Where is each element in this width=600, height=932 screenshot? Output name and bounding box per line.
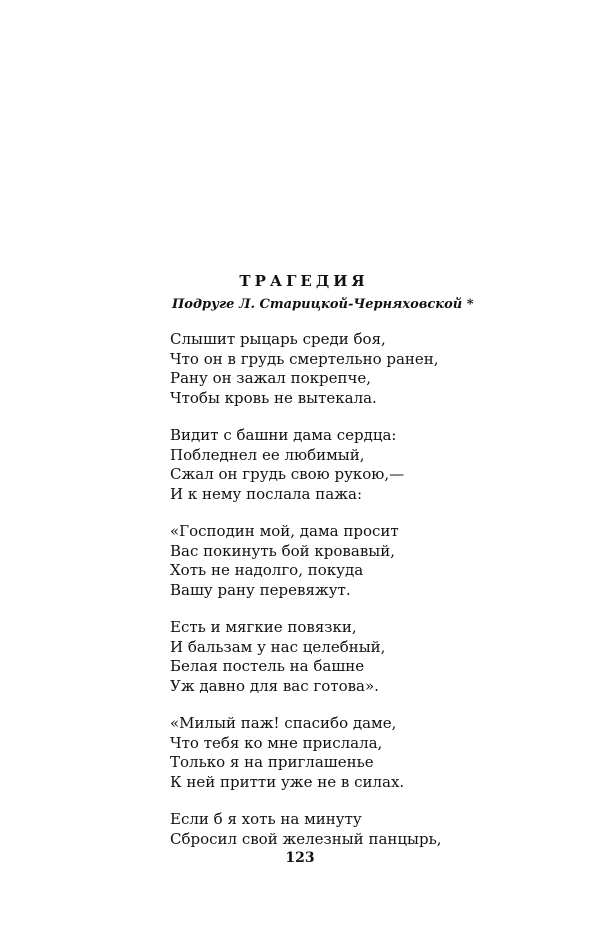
poem-body — [170, 330, 470, 867]
stanza-1 — [170, 330, 470, 408]
poem-line: Побледнел ее любимый, — [170, 445, 365, 464]
poem-line: И бальзам у нас целебный, — [170, 637, 386, 656]
page-number: 123 — [285, 850, 315, 866]
poem-line: Только я на приглашенье — [170, 753, 374, 771]
poem-line: Что тебя ко мне прислала, — [170, 733, 383, 752]
dedication: Подруге Л. Старицкой-Черняховской * — [172, 297, 474, 312]
poem-title: ТРАГЕДИЯ — [239, 272, 369, 290]
poem-line: Рану он зажал покрепче, — [170, 369, 372, 387]
poem-line: К ней притти уже не в силах. — [170, 772, 405, 791]
poem-line: Сбросил свой железный панцырь, — [170, 829, 442, 848]
stanza-2 — [170, 426, 470, 504]
poem-line: Вашу рану перевяжут. — [170, 580, 351, 599]
poem-line: Хоть не надолго, покуда — [170, 561, 364, 579]
stanza-4 — [170, 618, 470, 696]
poem-line: И к нему послала пажа: — [170, 484, 363, 503]
poem-line: Чтобы кровь не вытекала. — [170, 388, 377, 407]
stanza-3 — [170, 522, 470, 600]
poem-line: «Господин мой, дама просит — [170, 522, 399, 540]
stanza-6 — [170, 810, 470, 849]
poem-line: «Милый паж! спасибо даме, — [170, 714, 397, 732]
poem-line: Сжал он грудь свою рукою,— — [170, 465, 405, 483]
poem-line: Уж давно для вас готова». — [170, 676, 379, 695]
poem-line: Что он в грудь смертельно ранен, — [170, 349, 439, 368]
poem-line: Есть и мягкие повязки, — [170, 618, 357, 636]
poem-line: Белая постель на башне — [170, 657, 365, 675]
stanza-5 — [170, 714, 470, 792]
poem-line: Видит с башни дама сердца: — [170, 426, 397, 444]
poem-line: Если б я хоть на минуту — [170, 810, 362, 828]
poem-line: Слышит рыцарь среди боя, — [170, 330, 386, 348]
poem-line: Вас покинуть бой кровавый, — [170, 541, 395, 560]
